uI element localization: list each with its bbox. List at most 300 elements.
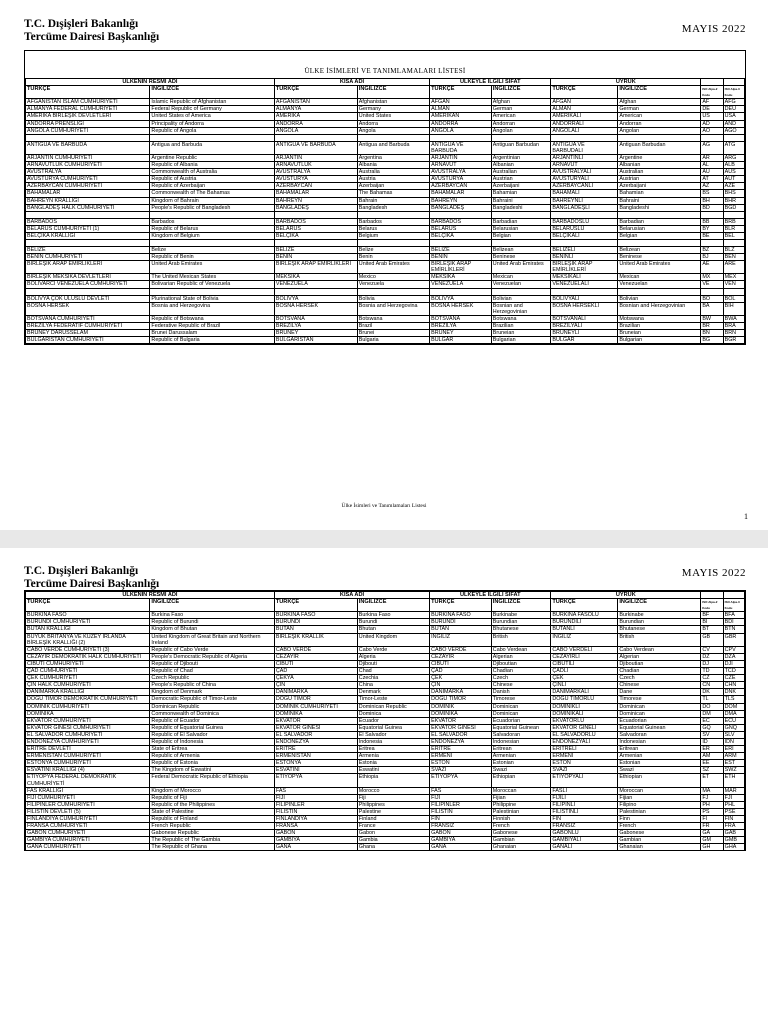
cell-adjective-tr: EKVATOR GİNESİ: [430, 724, 492, 731]
cell-iso3-code: [723, 288, 744, 295]
cell-adjective-en: Bhutanese: [491, 626, 551, 633]
cell-iso3-code: DNK: [723, 689, 744, 696]
cell-nationality-en: Bosnian and Herzegovinian: [618, 302, 701, 315]
cell-iso3-code: ARE: [723, 261, 744, 274]
cell-nationality-tr: ERMENİ: [551, 753, 618, 760]
cell-short-name-tr: ENDONEZYA: [274, 738, 357, 745]
cell-adjective-tr: MEKSİKA: [430, 274, 492, 281]
cell-adjective-tr: SVAZİ: [430, 767, 492, 774]
cell-official-name-tr: BOTSVANA CUMHURİYETİ: [26, 315, 150, 322]
cell-nationality-en: Belizean: [618, 246, 701, 253]
cell-iso3-code: BHS: [723, 190, 744, 197]
cell-nationality-tr: GANALI: [551, 844, 618, 851]
cell-adjective-tr: FİJİ: [430, 794, 492, 801]
cell-adjective-en: Estonian: [491, 760, 551, 767]
cell-short-name-en: Indonesia: [357, 738, 429, 745]
cell-iso3-code: BLZ: [723, 246, 744, 253]
cell-iso3-code: [723, 239, 744, 246]
cell-short-name-tr: BULGARİSTAN: [274, 337, 357, 344]
cell-adjective-tr: FİLİSTİN: [430, 808, 492, 815]
cell-nationality-en: Timorese: [618, 696, 701, 703]
cell-official-name-en: Republic of El Salvador: [150, 731, 274, 738]
cell-iso2-code: BB: [701, 218, 723, 225]
cell-adjective-tr: AFGAN: [430, 99, 492, 106]
cell-official-name-tr: AFGANİSTAN İSLAM CUMHURİYETİ: [26, 99, 150, 106]
cell-nationality-en: Barbadian: [618, 218, 701, 225]
cell-short-name-tr: ARJANTİN: [274, 154, 357, 161]
cell-adjective-tr: FRANSIZ: [430, 823, 492, 830]
cell-nationality-en: Venezuelan: [618, 281, 701, 288]
cell-short-name-en: Gambia: [357, 837, 429, 844]
cell-nationality-tr: EL SALVADORLU: [551, 731, 618, 738]
cell-official-name-en: United Kingdom of Great Britain and Northern Ireland: [150, 633, 274, 646]
table-row: [26, 633, 745, 646]
cell-official-name-en: Republic of Albania: [150, 162, 274, 169]
cell-nationality-tr: FRANSIZ: [551, 823, 618, 830]
cell-short-name-en: Botswana: [357, 315, 429, 322]
cell-nationality-en: Austrian: [618, 176, 701, 183]
cell-nationality-en: Dane: [618, 689, 701, 696]
table-row: [26, 767, 745, 774]
cell-short-name-tr: ANTİGUA VE BARBUDA: [274, 141, 357, 154]
cell-nationality-en: Filipino: [618, 801, 701, 808]
cell-official-name-tr: ESTONYA CUMHURİYETİ: [26, 760, 150, 767]
col-iso3: ISO Alpa-3 Kodu: [723, 599, 744, 612]
cell-iso3-code: TLS: [723, 696, 744, 703]
cell-official-name-tr: [26, 211, 150, 218]
cell-iso3-code: AGO: [723, 127, 744, 134]
cell-adjective-tr: ÇAD: [430, 668, 492, 675]
cell-adjective-en: Gambian: [491, 837, 551, 844]
cell-adjective-en: Timorese: [491, 696, 551, 703]
cell-iso2-code: SZ: [701, 767, 723, 774]
cell-short-name-en: Algeria: [357, 653, 429, 660]
cell-iso3-code: GBR: [723, 633, 744, 646]
cell-official-name-tr: ETİYOPYA FEDERAL DEMOKRATİK CUMHURİYETİ: [26, 774, 150, 787]
table-row: [26, 724, 745, 731]
cell-adjective-tr: ANTİGUA VE BARBUDA: [430, 141, 492, 154]
cell-nationality-en: Andorran: [618, 120, 701, 127]
cell-official-name-tr: EL SALVADOR CUMHURİYETİ: [26, 731, 150, 738]
cell-official-name-tr: BOLİVYA ÇOK ULUSLU DEVLETİ: [26, 295, 150, 302]
cell-short-name-en: Barbados: [357, 218, 429, 225]
cell-short-name-tr: AZERBAYCAN: [274, 183, 357, 190]
cell-iso2-code: BF: [701, 612, 723, 619]
cell-official-name-tr: DOĞU TİMOR DEMOKRATİK CUMHURİYETİ: [26, 696, 150, 703]
cell-adjective-en: Bangladeshi: [491, 204, 551, 211]
cell-nationality-en: Palestinian: [618, 808, 701, 815]
table-row: [26, 746, 745, 753]
table-row: [26, 801, 745, 808]
cell-nationality-en: Djiboutian: [618, 660, 701, 667]
cell-official-name-en: The Kingdom of Eswatini: [150, 767, 274, 774]
cell-adjective-en: [491, 239, 551, 246]
cell-iso2-code: AT: [701, 176, 723, 183]
cell-iso2-code: DE: [701, 106, 723, 113]
table-row: [26, 830, 745, 837]
cell-short-name-en: The Bahamas: [357, 190, 429, 197]
cell-adjective-en: Salvadoran: [491, 731, 551, 738]
cell-nationality-en: British: [618, 633, 701, 646]
cell-adjective-en: British: [491, 633, 551, 646]
cell-official-name-en: Czech Republic: [150, 675, 274, 682]
cell-short-name-tr: ESVATİNİ: [274, 767, 357, 774]
cell-iso2-code: [701, 288, 723, 295]
cell-nationality-tr: DANİMARKALI: [551, 689, 618, 696]
col-en: İNGİLİZCE: [491, 86, 551, 99]
cell-adjective-tr: ANGOLA: [430, 127, 492, 134]
cell-iso2-code: BI: [701, 619, 723, 626]
cell-short-name-tr: BREZİLYA: [274, 322, 357, 329]
cell-official-name-en: Republic of Austria: [150, 176, 274, 183]
cell-iso3-code: ETH: [723, 774, 744, 787]
cell-iso2-code: DZ: [701, 653, 723, 660]
cell-adjective-en: Bulgarian: [491, 337, 551, 344]
cell-adjective-en: Ecuadorian: [491, 717, 551, 724]
table-row: [26, 675, 745, 682]
cell-official-name-tr: AVUSTRALYA: [26, 169, 150, 176]
col-en: İNGİLİZCE: [618, 599, 701, 612]
cell-nationality-en: Equatorial Guinean: [618, 724, 701, 731]
cell-nationality-en: Czech: [618, 675, 701, 682]
cell-short-name-tr: ÇİN: [274, 682, 357, 689]
cell-nationality-tr: BRUNEYLİ: [551, 330, 618, 337]
cell-iso3-code: CHN: [723, 682, 744, 689]
cell-official-name-en: Kingdom of Bhutan: [150, 626, 274, 633]
cell-short-name-en: Brazil: [357, 322, 429, 329]
cell-nationality-en: Moroccan: [618, 787, 701, 794]
cell-short-name-tr: ANGOLA: [274, 127, 357, 134]
table-row: [26, 703, 745, 710]
cell-adjective-tr: BOTSVANA: [430, 315, 492, 322]
cell-official-name-tr: DOMİNİK CUMHURİYETİ: [26, 703, 150, 710]
cell-adjective-tr: CİBUTİ: [430, 660, 492, 667]
cell-iso3-code: DMA: [723, 710, 744, 717]
cell-official-name-en: Republic of Azerbaijan: [150, 183, 274, 190]
cell-short-name-tr: GABON: [274, 830, 357, 837]
cell-official-name-en: Gabonese Republic: [150, 830, 274, 837]
cell-short-name-en: Timor-Leste: [357, 696, 429, 703]
cell-iso2-code: AU: [701, 169, 723, 176]
cell-iso2-code: GM: [701, 837, 723, 844]
cell-official-name-en: Democratic Republic of Timor-Leste: [150, 696, 274, 703]
cell-iso3-code: CPV: [723, 646, 744, 653]
cell-nationality-tr: VENEZUELALI: [551, 281, 618, 288]
cell-adjective-tr: BOSNA HERSEK: [430, 302, 492, 315]
cell-adjective-tr: [430, 288, 492, 295]
cell-nationality-en: Beninese: [618, 254, 701, 261]
group-short-name: KISA ADI: [274, 79, 429, 86]
cell-short-name-tr: CABO VERDE: [274, 646, 357, 653]
cell-adjective-tr: [430, 134, 492, 141]
cell-short-name-en: Austria: [357, 176, 429, 183]
table-row: [26, 302, 745, 315]
cell-nationality-tr: [551, 134, 618, 141]
cell-nationality-en: Bahamian: [618, 190, 701, 197]
cell-nationality-tr: FASLI: [551, 787, 618, 794]
table-row: [26, 295, 745, 302]
cell-iso2-code: AG: [701, 141, 723, 154]
cell-nationality-en: Ethiopian: [618, 774, 701, 787]
cell-short-name-tr: VENEZUELA: [274, 281, 357, 288]
cell-iso2-code: SV: [701, 731, 723, 738]
cell-official-name-en: [150, 288, 274, 295]
page-number: 1: [744, 512, 748, 521]
cell-iso2-code: FJ: [701, 794, 723, 801]
cell-iso2-code: FR: [701, 823, 723, 830]
cell-adjective-tr: BUTAN: [430, 626, 492, 633]
cell-adjective-tr: AVUSTURYA: [430, 176, 492, 183]
cell-iso2-code: FI: [701, 816, 723, 823]
cell-adjective-en: Algerian: [491, 653, 551, 660]
cell-official-name-tr: FİLİPİNLER CUMHURİYETİ: [26, 801, 150, 808]
cell-adjective-tr: ERMENİ: [430, 753, 492, 760]
table-row: [26, 254, 745, 261]
cell-nationality-tr: ALMAN: [551, 106, 618, 113]
cell-adjective-en: Botswana: [491, 315, 551, 322]
cell-iso3-code: DEU: [723, 106, 744, 113]
cell-short-name-en: Ethiopia: [357, 774, 429, 787]
cell-official-name-en: The Republic of Ghana: [150, 844, 274, 851]
cell-adjective-tr: ENDONEZYA: [430, 738, 492, 745]
org-line-2: Tercüme Dairesi Başkanlığı: [24, 31, 160, 43]
cell-adjective-en: Bahraini: [491, 197, 551, 204]
cell-iso3-code: BHR: [723, 197, 744, 204]
cell-short-name-tr: ÇEKYA: [274, 675, 357, 682]
cell-iso3-code: SLV: [723, 731, 744, 738]
cell-short-name-tr: DANİMARKA: [274, 689, 357, 696]
cell-adjective-en: Barbadian: [491, 218, 551, 225]
cell-adjective-tr: BOLİVYA: [430, 295, 492, 302]
cell-nationality-tr: CEZAYİRLİ: [551, 653, 618, 660]
cell-iso3-code: GMB: [723, 837, 744, 844]
cell-short-name-en: Cabo Verde: [357, 646, 429, 653]
cell-short-name-tr: BARBADOS: [274, 218, 357, 225]
cell-adjective-en: German: [491, 106, 551, 113]
cell-iso2-code: GB: [701, 633, 723, 646]
cell-short-name-en: Bolivia: [357, 295, 429, 302]
cell-nationality-tr: BOLİVYALI: [551, 295, 618, 302]
cell-short-name-en: Benin: [357, 254, 429, 261]
cell-official-name-en: Republic of Burundi: [150, 619, 274, 626]
cell-adjective-tr: BRUNEY: [430, 330, 492, 337]
cell-adjective-en: Australian: [491, 169, 551, 176]
cell-short-name-tr: BENİN: [274, 254, 357, 261]
cell-short-name-tr: [274, 239, 357, 246]
cell-iso2-code: AM: [701, 753, 723, 760]
cell-nationality-tr: ARJANTİNLİ: [551, 154, 618, 161]
table-row: [26, 626, 745, 633]
cell-short-name-tr: MEKSİKA: [274, 274, 357, 281]
cell-iso2-code: BR: [701, 322, 723, 329]
cell-iso3-code: TCD: [723, 668, 744, 675]
cell-nationality-en: [618, 288, 701, 295]
cell-nationality-tr: FİLİSTİNLİ: [551, 808, 618, 815]
cell-nationality-en: Estonian: [618, 760, 701, 767]
table-row: [26, 288, 745, 295]
cell-short-name-tr: BELİZE: [274, 246, 357, 253]
cell-official-name-en: Republic of Equatorial Guinea: [150, 724, 274, 731]
table-row: [26, 653, 745, 660]
cell-short-name-tr: ARNAVUTLUK: [274, 162, 357, 169]
group-official-name: ÜLKENİN RESMİ ADI: [26, 79, 275, 86]
table-row: [26, 689, 745, 696]
col-en: İNGİLİZCE: [491, 599, 551, 612]
cell-short-name-tr: AVUSTRALYA: [274, 169, 357, 176]
document-title: ÜLKE İSİMLERİ VE TANIMLAMALARI LİSTESİ: [304, 67, 466, 75]
cell-adjective-tr: [430, 211, 492, 218]
cell-official-name-en: [150, 239, 274, 246]
table-row: [26, 197, 745, 204]
cell-official-name-en: United Arab Emirates: [150, 261, 274, 274]
cell-nationality-tr: BURKİNA FASOLU: [551, 612, 618, 619]
cell-official-name-en: Republic of Belarus: [150, 225, 274, 232]
cell-nationality-tr: DOĞU TİMORLU: [551, 696, 618, 703]
cell-official-name-en: Belize: [150, 246, 274, 253]
cell-official-name-tr: GAMBİYA CUMHURİYETİ: [26, 837, 150, 844]
cell-short-name-tr: BELARUS: [274, 225, 357, 232]
cell-nationality-tr: BAHAMALI: [551, 190, 618, 197]
cell-iso3-code: ALB: [723, 162, 744, 169]
cell-iso3-code: AUS: [723, 169, 744, 176]
cell-official-name-tr: BULGARİSTAN CUMHURİYETİ: [26, 337, 150, 344]
cell-iso2-code: BT: [701, 626, 723, 633]
cell-short-name-en: Bangladesh: [357, 204, 429, 211]
cell-iso3-code: FRA: [723, 823, 744, 830]
table-row: [26, 190, 745, 197]
cell-iso2-code: BH: [701, 197, 723, 204]
cell-nationality-en: Afghan: [618, 99, 701, 106]
cell-iso3-code: FJI: [723, 794, 744, 801]
cell-adjective-tr: EL SALVADOR: [430, 731, 492, 738]
cell-short-name-tr: BANGLADEŞ: [274, 204, 357, 211]
cell-short-name-tr: AMERİKA: [274, 113, 357, 120]
country-table: [25, 78, 745, 344]
cell-short-name-en: Argentina: [357, 154, 429, 161]
country-table: [25, 591, 745, 851]
cell-adjective-en: [491, 288, 551, 295]
cell-official-name-en: Republic of Benin: [150, 254, 274, 261]
cell-nationality-en: Swazi: [618, 767, 701, 774]
cell-short-name-tr: EL SALVADOR: [274, 731, 357, 738]
cell-short-name-en: Equatorial Guinea: [357, 724, 429, 731]
cell-short-name-en: United States: [357, 113, 429, 120]
cell-short-name-en: [357, 288, 429, 295]
cell-adjective-tr: GAMBİYA: [430, 837, 492, 844]
date-label: MAYIS 2022: [681, 23, 746, 35]
cell-iso3-code: BTN: [723, 626, 744, 633]
cell-official-name-tr: FİNLANDİYA CUMHURİYETİ: [26, 816, 150, 823]
cell-iso3-code: BFA: [723, 612, 744, 619]
cell-short-name-tr: ERMENİSTAN: [274, 753, 357, 760]
cell-nationality-tr: ESTON: [551, 760, 618, 767]
cell-iso2-code: BY: [701, 225, 723, 232]
cell-nationality-tr: EKVATORLU: [551, 717, 618, 724]
cell-adjective-tr: BAHREYN: [430, 197, 492, 204]
col-en: İNGİLİZCE: [357, 599, 429, 612]
cell-official-name-tr: ANDORRA PRENSLİĞİ: [26, 120, 150, 127]
page-separator: [0, 530, 768, 548]
cell-iso3-code: SWZ: [723, 767, 744, 774]
cell-official-name-en: Barbados: [150, 218, 274, 225]
cell-official-name-tr: GANA CUMHURİYETİ: [26, 844, 150, 851]
group-official-name: ÜLKENİN RESMİ ADI: [26, 592, 275, 599]
cell-official-name-en: Commonwealth of The Bahamas: [150, 190, 274, 197]
cell-official-name-en: Republic of Finland: [150, 816, 274, 823]
table-row: [26, 330, 745, 337]
cell-adjective-en: Chinese: [491, 682, 551, 689]
cell-iso3-code: PHL: [723, 801, 744, 808]
cell-iso3-code: GHA: [723, 844, 744, 851]
cell-nationality-en: Burkinabe: [618, 612, 701, 619]
cell-adjective-tr: ÇEK: [430, 675, 492, 682]
cell-short-name-en: Antigua and Barbuda: [357, 141, 429, 154]
cell-official-name-en: Plurinational State of Bolivia: [150, 295, 274, 302]
cell-short-name-tr: DOĞU TİMOR: [274, 696, 357, 703]
cell-nationality-tr: BAHREYNLİ: [551, 197, 618, 204]
cell-short-name-tr: [274, 211, 357, 218]
cell-adjective-tr: BANGLADEŞ: [430, 204, 492, 211]
cell-adjective-tr: FAS: [430, 787, 492, 794]
cell-iso2-code: EE: [701, 760, 723, 767]
cell-iso2-code: MA: [701, 787, 723, 794]
cell-iso2-code: DM: [701, 710, 723, 717]
cell-iso3-code: ECU: [723, 717, 744, 724]
cell-official-name-en: Republic of Cabo Verde: [150, 646, 274, 653]
cell-iso3-code: FIN: [723, 816, 744, 823]
cell-nationality-en: Gabonese: [618, 830, 701, 837]
cell-iso3-code: DZA: [723, 653, 744, 660]
cell-official-name-tr: BURKİNA FASO: [26, 612, 150, 619]
cell-adjective-tr: FİN: [430, 816, 492, 823]
cell-short-name-en: Philippines: [357, 801, 429, 808]
cell-nationality-tr: ÇADLI: [551, 668, 618, 675]
cell-nationality-en: Chadian: [618, 668, 701, 675]
cell-nationality-tr: ÇEK: [551, 675, 618, 682]
cell-adjective-tr: BURUNDİ: [430, 619, 492, 626]
cell-official-name-tr: BUTAN KRALLIĞI: [26, 626, 150, 633]
cell-adjective-en: Palestinian: [491, 808, 551, 815]
cell-adjective-en: Austrian: [491, 176, 551, 183]
cell-iso2-code: AZ: [701, 183, 723, 190]
table-row: [26, 274, 745, 281]
table-row: [26, 239, 745, 246]
cell-short-name-tr: BOTSVANA: [274, 315, 357, 322]
cell-adjective-en: Angolan: [491, 127, 551, 134]
cell-short-name-tr: EKVATOR: [274, 717, 357, 724]
table-row: [26, 225, 745, 232]
col-iso2: ISO Alpa-2 Kodu: [701, 599, 723, 612]
cell-iso2-code: CN: [701, 682, 723, 689]
cell-iso3-code: BEN: [723, 254, 744, 261]
cell-nationality-en: German: [618, 106, 701, 113]
country-table-frame: [24, 590, 746, 851]
cell-short-name-tr: ANDORRA: [274, 120, 357, 127]
cell-short-name-en: Afghanistan: [357, 99, 429, 106]
cell-nationality-en: Belgian: [618, 232, 701, 239]
cell-short-name-tr: BAHREYN: [274, 197, 357, 204]
table-row: [26, 204, 745, 211]
cell-nationality-en: Angolan: [618, 127, 701, 134]
cell-official-name-tr: FİJİ CUMHURİYETİ: [26, 794, 150, 801]
table-row: [26, 106, 745, 113]
cell-iso2-code: DO: [701, 703, 723, 710]
cell-nationality-en: American: [618, 113, 701, 120]
cell-official-name-en: Dominican Republic: [150, 703, 274, 710]
cell-iso2-code: GA: [701, 830, 723, 837]
cell-nationality-en: Bangladeshi: [618, 204, 701, 211]
cell-nationality-tr: BURUNDİLİ: [551, 619, 618, 626]
